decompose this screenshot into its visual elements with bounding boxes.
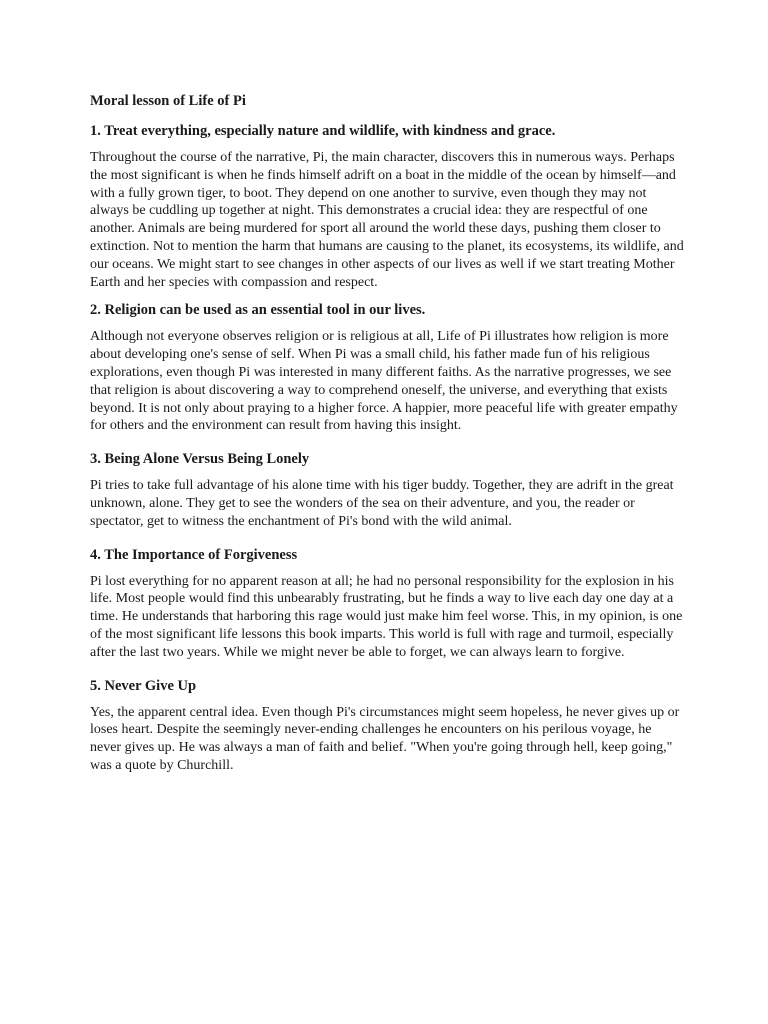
section-body: Yes, the apparent central idea. Even though Pi's circumstances might seem hopeless, he never gives up or loses heart. Despite the seemingly never-ending challenges he encounters on his perilous voyage, he never gives up. He was always a man of faith and belief. "When you're going through hell, keep going," was a quote by Churchill. <box>90 704 680 773</box>
document-title: Moral lesson of Life of Pi <box>90 93 246 109</box>
section-heading: 4. The Importance of Forgiveness <box>90 546 298 563</box>
section-4 <box>90 546 684 662</box>
section-heading: 2. Religion can be used as an essential tool in our lives. <box>90 302 426 319</box>
section-3 <box>90 450 684 530</box>
section-heading: 1. Treat everything, especially nature and wildlife, with kindness and grace. <box>90 123 556 139</box>
section-2 <box>90 301 684 435</box>
section-body: Throughout the course of the narrative, Pi, the main character, discovers this in numerous ways. Perhaps the most significant is when he finds himself adrift on a boat in the middle of the ocean by himself—and with a fully grown tiger, to boot. They depend on one another to survive, even though they may not always be cuddling up together at night. This demonstrates a crucial idea: they are respectful of one another. Animals are being murdered for sport all around the world these days, pushing them closer to extinction. Not to mention the harm that humans are causing to the planet, its ecosystems, its wildlife, and our oceans. We might start to see changes in other aspects of our lives as well if we start treating Mother Earth and her species with compassion and respect. <box>90 150 684 290</box>
section-body: Pi lost everything for no apparent reason at all; he had no personal responsibility for the explosion in his life. Most people would find this unbearably frustrating, but he finds a way to live each day one day at a time. He understands that harboring this rage would just make him feel worse. This, in my opinion, is one of the most significant life lessons this book imparts. This world is full with rage and turmoil, especially after the last two years. While we might never be able to forget, we can always learn to forgive. <box>90 573 683 660</box>
section-body: Although not everyone observes religion or is religious at all, Life of Pi illustrates how religion is more about developing one's sense of self. When Pi was a small child, his father made fun of his religious explorations, even though Pi was interested in many different faiths. As the narrative progresses, we see that religion is about discovering a way to comprehend oneself, the universe, and everything that exists beyond. It is not only about praying to a higher force. A happier, more peaceful life with greater empathy for others and the environment can result from having this insight. <box>90 329 678 434</box>
section-5 <box>90 677 684 775</box>
section-1 <box>90 122 684 291</box>
section-heading: 5. Never Give Up <box>90 677 197 694</box>
section-body: Pi tries to take full advantage of his alone time with his tiger buddy. Together, they are adrift in the great unknown, alone. They get to see the wonders of the sea on their adventure, and you, the reader or spectator, get to witness the enchantment of Pi's bond with the wild animal. <box>90 478 674 529</box>
document-page <box>90 92 684 785</box>
section-heading: 3. Being Alone Versus Being Lonely <box>90 451 310 468</box>
